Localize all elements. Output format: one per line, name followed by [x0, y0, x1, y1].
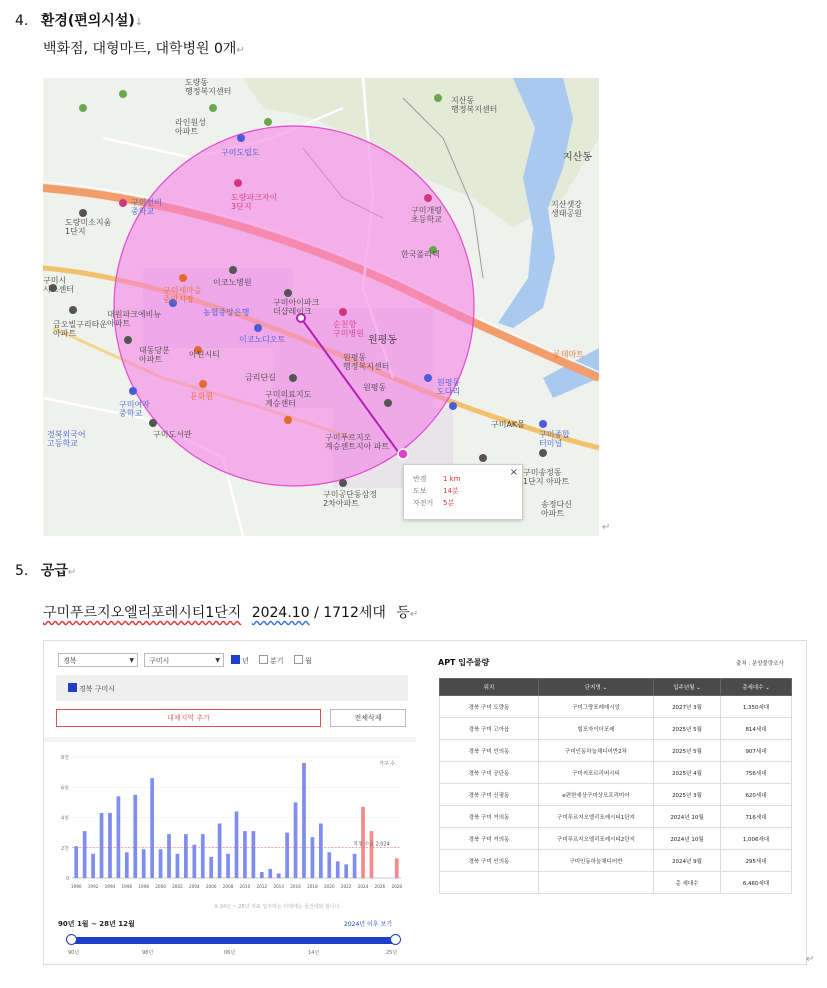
table-cell: 경북 구미 인의동	[440, 740, 539, 762]
period-month-option[interactable]	[294, 655, 312, 666]
x-tick-label: 2022	[340, 884, 352, 889]
map-label: 지산동	[563, 152, 592, 163]
table-cell: 경북 구미 공단동	[440, 762, 539, 784]
table-cell: 907세대	[721, 740, 792, 762]
bar-1992	[91, 854, 95, 878]
table-cell: 814세대	[721, 718, 792, 740]
x-tick-label: 2000	[155, 884, 166, 889]
map-label: 구미도립도	[221, 148, 260, 157]
x-tick-label: 2010	[239, 884, 251, 889]
table-cell: 716세대	[721, 806, 792, 828]
table-cell: 2027년 3월	[654, 696, 721, 718]
distance-popup	[403, 464, 523, 520]
x-tick-label: 2002	[172, 884, 183, 889]
bar-2004	[192, 845, 196, 878]
map-label: 구미세마을 중앙시장	[163, 286, 202, 304]
bar-2011	[252, 831, 256, 878]
map-label: 구미송정동 1단지 아파트	[523, 468, 570, 486]
table-cell: 구미푸르지오엘리포레시티1단지	[539, 806, 654, 828]
map-label: 문화원	[190, 392, 214, 401]
bar-2008	[226, 854, 230, 878]
bar-2025	[370, 831, 374, 878]
bar-2028	[395, 858, 399, 878]
bar-2010	[243, 831, 247, 878]
table-cell: 경북 구미 거의동	[440, 828, 539, 850]
bar-2013	[268, 869, 272, 878]
table-cell: 경북 구미 고아읍	[440, 718, 539, 740]
x-tick-label: 2012	[256, 884, 268, 889]
slider-tick: 90년	[68, 950, 80, 956]
y-tick-label: 6천	[60, 785, 69, 792]
map-label: 도량파크자이 3단지	[231, 193, 278, 211]
table-cell: 2025년 4월	[654, 762, 721, 784]
apt-supply-table-pane	[434, 641, 804, 964]
table-cell: 2025년 5월	[654, 740, 721, 762]
table-cell: e편한세상구미상모프리미어	[539, 784, 654, 806]
map-label: 한국폴리텍	[401, 250, 440, 259]
map-label: 대원파크에비뉴 아파트	[107, 310, 162, 328]
map-label: 구미선비 중학교	[131, 198, 162, 216]
section-number: 5.	[15, 563, 29, 579]
table-cell: 경북 구미 도량동	[440, 696, 539, 718]
x-tick-label: 1996	[121, 884, 133, 889]
bar-2022	[344, 864, 348, 878]
line-break-mark: ↓	[134, 17, 144, 28]
legend-label: 가구 수	[379, 761, 396, 767]
option-label: 월	[305, 657, 312, 665]
x-tick-label: 2024	[357, 884, 369, 889]
table-total-row	[440, 872, 792, 894]
table-cell: 2025년 3월	[654, 784, 721, 806]
table-cell: 경북 구미 인의동	[440, 850, 539, 872]
x-tick-label: 1994	[104, 884, 116, 889]
x-tick-label: 2014	[273, 884, 285, 889]
section-4-heading	[15, 10, 143, 30]
bar-2006	[209, 857, 213, 878]
reference-label: 적정 수요 2,024	[353, 841, 390, 848]
after-2024-link[interactable]: 2024년 이후 보기	[344, 921, 393, 928]
option-label: 년	[242, 657, 249, 665]
bar-1999	[150, 778, 154, 878]
popup-key: 반경	[413, 475, 427, 483]
period-half-option[interactable]	[259, 655, 284, 666]
table-cell: 2024년 10월	[654, 806, 721, 828]
period-year-option[interactable]	[231, 655, 249, 666]
map-label: 도량미소지움 1단지	[65, 218, 112, 236]
table-cell: 2024년 9월	[654, 850, 721, 872]
bar-2001	[167, 834, 171, 878]
x-tick-label: 2026	[374, 884, 386, 889]
total-label: 총 세대수	[654, 872, 721, 894]
map-label: 구미종합 터미널	[539, 430, 570, 448]
column-header[interactable]: 총세대수 ⌄	[721, 679, 792, 696]
bar-1994	[108, 813, 112, 878]
chevron-down-icon: ▼	[215, 657, 220, 664]
apt-supply-table	[439, 678, 792, 894]
map-label: 도량동 행정복지센터	[185, 78, 232, 96]
map-label: 롯데마트	[553, 350, 584, 359]
section-4-body	[43, 38, 245, 58]
map-label: 송정다신 아파트	[541, 500, 572, 518]
map-label: 구미아이파크 더샵레이크	[273, 298, 320, 316]
checkbox-icon	[294, 655, 303, 664]
city-value: 구미시	[149, 657, 170, 665]
table-cell	[539, 872, 654, 894]
region-select[interactable]	[58, 653, 138, 667]
table-source: 출처 : 분양물량조사	[736, 661, 784, 667]
checkbox-icon	[68, 683, 77, 692]
map-label: 지산샛강 생태공원	[551, 200, 582, 218]
table-cell: 620세대	[721, 784, 792, 806]
close-icon[interactable]: ×	[509, 467, 518, 478]
paragraph-mark: ↵	[806, 954, 815, 965]
table-cell: 경북 구미 신평동	[440, 784, 539, 806]
column-header[interactable]: 단지명 ⌄	[539, 679, 654, 696]
supply-panel	[43, 640, 807, 965]
map-label: 구미AK몰	[491, 420, 525, 429]
table-body	[440, 696, 792, 894]
bar-1990	[74, 846, 78, 878]
x-tick-label: 2004	[188, 884, 200, 889]
map-label: 이코노디오토	[239, 335, 286, 344]
x-tick-label: 1990	[70, 884, 82, 889]
slider-tick: 06년	[224, 950, 236, 956]
table-cell	[440, 872, 539, 894]
supply-bar-chart	[54, 753, 409, 898]
bar-2007	[218, 824, 222, 878]
map-label: 이코노병원	[213, 278, 252, 287]
table-row[interactable]	[440, 850, 792, 872]
selected-region-tag[interactable]	[68, 683, 115, 694]
map-label: 원평동 행정복지센터	[343, 353, 390, 371]
table-cell: 1,350세대	[721, 696, 792, 718]
move-in-date: 2024.10	[251, 605, 310, 621]
reset-all-button[interactable]: 전체삭제	[330, 709, 406, 727]
table-cell: 구미인동하늘채디어반	[539, 850, 654, 872]
map-label: 구미푸르지오 계승센트지아 파트	[325, 433, 390, 451]
range-slider-end-handle[interactable]	[390, 934, 401, 945]
route-end-marker[interactable]	[398, 449, 408, 459]
x-tick-label: 1998	[138, 884, 150, 889]
table-row[interactable]	[440, 784, 792, 806]
complex-name: 구미푸르지오엘리포레시티1단지	[43, 605, 242, 621]
table-title: APT 입주물량	[438, 658, 490, 667]
map-label: 금리단길	[245, 373, 276, 382]
checkbox-icon	[231, 655, 240, 664]
region-value: 경북	[63, 657, 77, 665]
map-label: 구미공단동삼정 2차아파트	[323, 490, 378, 508]
y-tick-label: 0	[65, 876, 69, 882]
table-cell: 1,006세대	[721, 828, 792, 850]
map-label: 구미의료지도 계승센터	[265, 390, 312, 408]
city-select[interactable]	[144, 653, 224, 667]
bar-1993	[100, 813, 104, 878]
section-5-heading	[15, 560, 76, 580]
supply-chart-pane	[44, 641, 416, 964]
table-row[interactable]	[440, 696, 792, 718]
bar-2012	[260, 872, 264, 878]
table-row[interactable]	[440, 806, 792, 828]
map-label: 원평동 도다리	[437, 378, 461, 396]
map-label: 아틴시티	[189, 350, 220, 359]
bar-2018	[311, 837, 315, 878]
bar-1996	[125, 852, 129, 878]
section-number: 4.	[15, 13, 29, 29]
bar-2015	[285, 833, 289, 878]
table-cell: 756세대	[721, 762, 792, 784]
table-cell: 구미씨포르리버시티	[539, 762, 654, 784]
paragraph-mark: ↵	[409, 609, 419, 620]
suffix: 등	[396, 605, 410, 621]
x-tick-label: 2008	[222, 884, 234, 889]
bar-2021	[336, 861, 340, 878]
checkbox-icon	[259, 655, 268, 664]
slider-tick: 98년	[142, 950, 154, 956]
range-label: 90년 1월 ~ 28년 12월	[58, 920, 135, 928]
x-tick-label: 2020	[323, 884, 335, 889]
map-label: 구미도서관	[153, 430, 192, 439]
table-row[interactable]	[440, 828, 792, 850]
slider-tick: 25년	[386, 950, 398, 956]
y-tick-label: 8천	[60, 755, 69, 761]
x-tick-label: 2028	[391, 884, 403, 889]
section-title: 공급	[40, 563, 68, 579]
map-label: 금오빌구리타운 아파트	[53, 320, 108, 338]
bar-2000	[159, 849, 163, 878]
y-tick-label: 4천	[60, 815, 69, 822]
chart-note: ※ 24년 ~ 28년 자료 입주하는 미래에는 물건에와 합니다.	[214, 904, 342, 910]
popup-value: 1 km	[443, 475, 461, 483]
table-row[interactable]	[440, 740, 792, 762]
bar-1998	[142, 849, 146, 878]
map-label: 농협중앙은행	[203, 308, 250, 317]
table-cell: 구미그랑포레데시앙	[539, 696, 654, 718]
bar-2020	[327, 852, 331, 878]
section-title: 환경(편의시설)	[40, 13, 135, 29]
slider-tick: 14년	[308, 950, 320, 956]
bar-2016	[294, 802, 298, 878]
bar-2023	[353, 854, 357, 878]
x-tick-label: 2016	[290, 884, 301, 889]
bar-2017	[302, 763, 306, 878]
divider	[44, 737, 416, 742]
chevron-down-icon: ▼	[129, 657, 134, 664]
option-label: 분기	[270, 657, 284, 665]
y-tick-label: 2천	[60, 845, 69, 852]
table-row[interactable]	[440, 718, 792, 740]
map-label: 지산동 행정복지센터	[451, 96, 498, 114]
radius-map[interactable]	[43, 78, 599, 536]
paragraph-mark: ↵	[602, 522, 611, 533]
table-cell: 2024년 10월	[654, 828, 721, 850]
map-label: 대동당분 아파트	[139, 346, 170, 364]
map-label: 원평동	[368, 335, 397, 346]
bar-1997	[133, 795, 137, 878]
table-row[interactable]	[440, 762, 792, 784]
x-tick-label: 1992	[87, 884, 99, 889]
table-cell: 구미인동하늘채디어반2차	[539, 740, 654, 762]
facility-summary: 백화점, 대형마트, 대학병원 0개	[43, 41, 237, 57]
paragraph-mark: ↵	[236, 45, 245, 56]
column-header[interactable]: 위치	[440, 679, 539, 696]
bar-1995	[117, 796, 121, 878]
table-cell: 2025년 5월	[654, 718, 721, 740]
separator: /	[314, 605, 319, 621]
range-slider-start-handle[interactable]	[66, 934, 77, 945]
bar-2009	[235, 811, 239, 878]
paragraph-mark: ↵	[67, 567, 77, 578]
map-label: 구미시 시스센터	[43, 276, 74, 294]
map-label: 원평동	[363, 383, 387, 392]
bar-2019	[319, 824, 323, 878]
bar-2003	[184, 834, 188, 878]
popup-key: 자전거	[413, 499, 434, 507]
map-label: 라인원성 아파트	[175, 118, 206, 136]
table-cell: 구미푸르지오엘리포레시티2단지	[539, 828, 654, 850]
popup-key: 도보	[413, 487, 427, 495]
total-value: 6,460세대	[721, 872, 792, 894]
table-cell: 295세대	[721, 850, 792, 872]
bar-2014	[277, 873, 281, 878]
bar-1991	[83, 831, 87, 878]
map-label: 구미개령 초등학교	[411, 206, 442, 224]
x-tick-label: 2006	[205, 884, 217, 889]
popup-value: 5분	[443, 499, 455, 507]
tag-label: 경북 구미시	[79, 685, 116, 693]
range-slider-track[interactable]	[72, 937, 395, 944]
map-label: 경북외국어 고등학교	[47, 430, 86, 448]
popup-value: 14분	[443, 487, 459, 495]
add-compare-region-button[interactable]: 대체지역 추가	[56, 709, 321, 727]
map-label: 구미여자 중학교	[119, 400, 150, 418]
bar-2005	[201, 834, 205, 878]
table-cell: 경북 구미 거의동	[440, 806, 539, 828]
x-tick-label: 2018	[307, 884, 318, 889]
unit-count: 1712세대	[323, 605, 386, 621]
supply-summary	[43, 602, 418, 622]
table-cell: 힐포자이더포레	[539, 718, 654, 740]
map-label: 순천향 구미병원	[333, 320, 364, 338]
bar-2002	[176, 854, 180, 878]
column-header[interactable]: 입주년월 ⌄	[654, 679, 721, 696]
